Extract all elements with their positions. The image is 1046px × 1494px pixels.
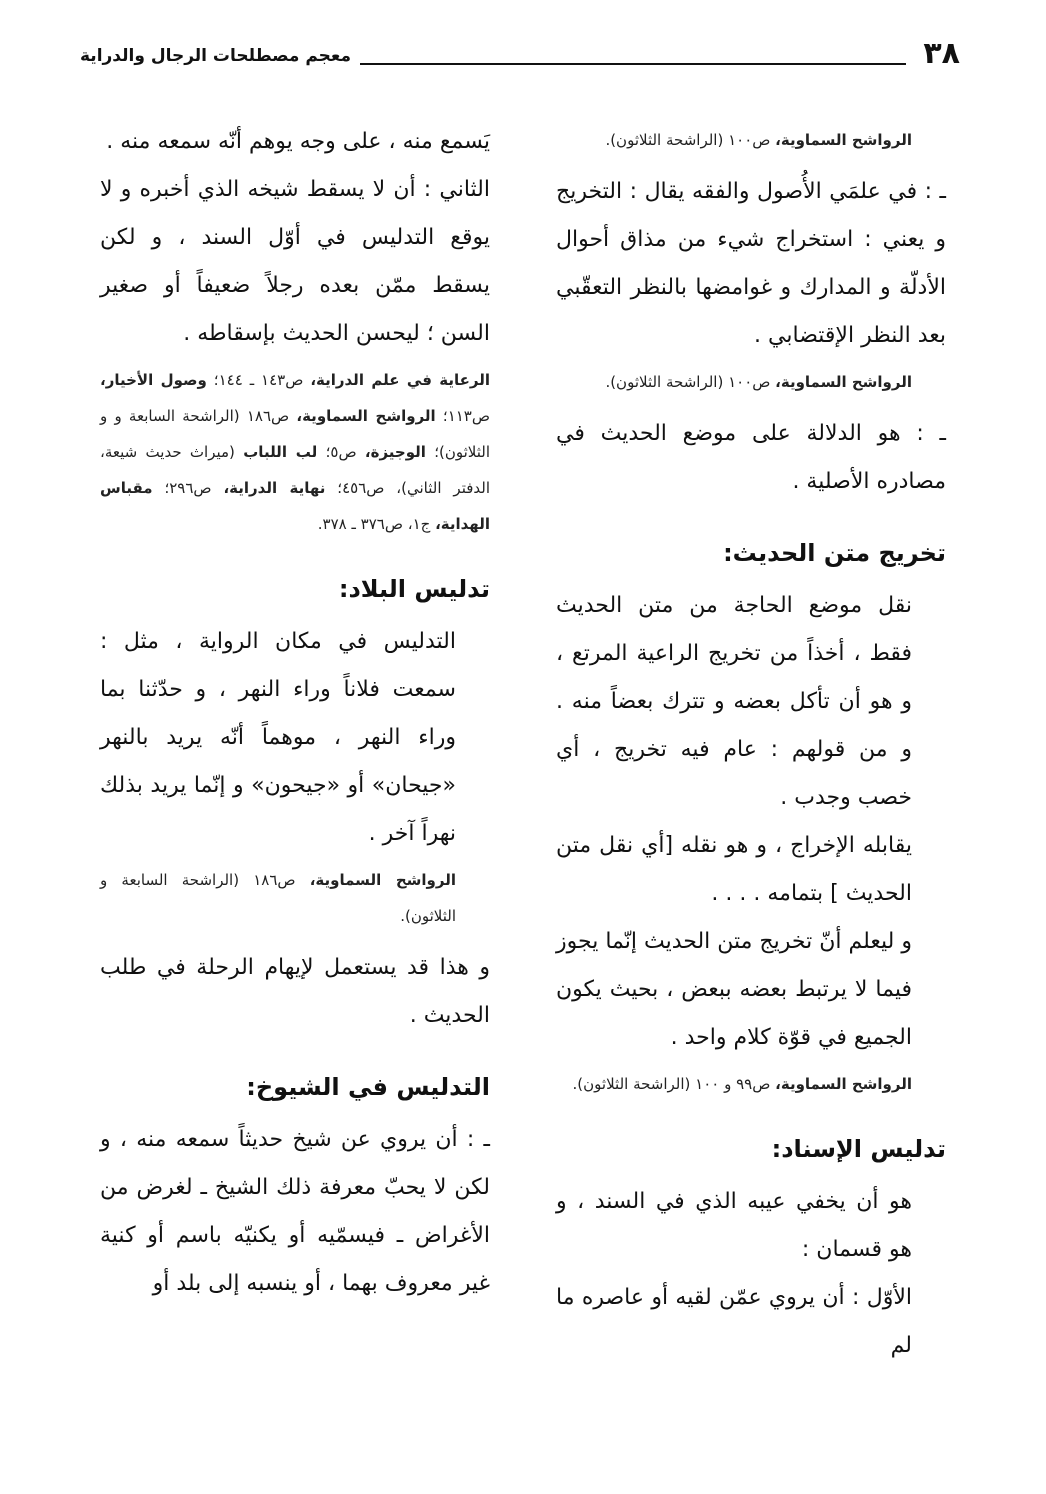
definition-paragraph: هو أن يخفي عيبه الذي في السند ، و هو قسمان : xyxy=(556,1189,912,1262)
right-column xyxy=(556,118,946,1370)
definition-paragraph: و هذا قد يستعمل لإيهام الرحلة في طلب الحديث . xyxy=(100,955,490,1028)
page-header xyxy=(80,36,960,80)
definition-paragraph: ـ : في علمَي الأُصول والفقه يقال : التخريج و يعني : استخراج شيء من مذاق أحوال الأدلّة و المدارك و غوامضها بالنظر التعقّبي بعد النظر الإقتضابي . xyxy=(556,179,946,348)
reference-note: الرواشح السماوية، ص١٠٠ (الراشحة الثلاثون). xyxy=(605,131,912,149)
definition-paragraph: الأوّل : أن يروي عمّن لقيه أو عاصره ما لم xyxy=(556,1285,912,1358)
page-number: ٣٨ xyxy=(923,36,960,71)
term-heading: تخريج متن الحديث: xyxy=(723,539,946,567)
definition-paragraph: ـ : أن يروي عن شيخ حديثاً سمعه منه ، و لكن لا يحبّ معرفة ذلك الشيخ ـ لغرض من الأغراض ـ فيسمّيه أو يكنيّه باسم أو كنية غير معروف بهما ، أو ينسبه إلى بلد أو xyxy=(100,1127,490,1296)
definition-paragraph: نقل موضع الحاجة من متن الحديث فقط ، أخذاً من تخريج الراعية المرتع ، و هو أن تأكل بعضه و تترك بعضاً منه . و من قولهم : عام فيه تخريج ، أي خصب وجدب . xyxy=(556,593,912,810)
reference-note: الرواشح السماوية، ص٩٩ و ١٠٠ (الراشحة الثلاثون). xyxy=(572,1075,912,1093)
definition-paragraph: التدليس في مكان الرواية ، مثل : سمعت فلاناً وراء النهر ، و حدّثنا بما وراء النهر ، موهماً أنّه يريد بالنهر «جيحان» أو «جيحون» و إنّما يريد بذلك نهراً آخر . xyxy=(100,629,456,846)
definition-paragraph: و ليعلم أنّ تخريج متن الحديث إنّما يجوز فيما لا يرتبط بعضه ببعض ، بحيث يكون الجميع في قوّة كلام واحد . xyxy=(556,929,912,1050)
definition-paragraph: ـ : هو الدلالة على موضع الحديث في مصادره الأصلية . xyxy=(556,421,946,494)
left-column xyxy=(100,118,490,1308)
term-heading: تدليس الإسناد: xyxy=(771,1135,946,1163)
reference-note: الرواشح السماوية، ص١٨٦ (الراشحة السابعة و الثلاثون). xyxy=(100,871,456,925)
definition-paragraph: يقابله الإخراج ، و هو نقله [أي نقل متن الحديث ] بتمامه . . . . xyxy=(556,833,912,906)
definition-paragraph: يَسمع منه ، على وجه يوهم أنّه سمعه منه . xyxy=(106,129,490,154)
reference-note: الرواشح السماوية، ص١٠٠ (الراشحة الثلاثون). xyxy=(605,373,912,391)
term-heading: التدليس في الشيوخ: xyxy=(246,1073,490,1101)
reference-note: الرعاية في علم الدراية، ص١٤٣ ـ ١٤٤؛ وصول الأخيار، ص١١٣؛ الرواشح السماوية، ص١٨٦ (الراشحة السابعة و و الثلاثون)؛ الوجيزة، ص٥؛ لب اللباب (ميراث حديث شيعة، الدفتر الثاني)، ص٤٥٦؛ نهاية الدراية، ص٢٩٦؛ مقباس الهداية، ج١، ص٣٧٦ ـ ٣٧٨. xyxy=(100,371,491,533)
definition-paragraph: الثاني : أن لا يسقط شيخه الذي أخبره و لا يوقع التدليس في أوّل السند ، و لكن يسقط ممّن بعده رجلاً ضعيفاً أو صغير السن ؛ ليحسن الحديث بإسقاطه . xyxy=(100,177,490,346)
running-title: معجم مصطلحات الرجال والدراية xyxy=(80,46,352,66)
term-heading: تدليس البلاد: xyxy=(338,575,490,603)
header-rule xyxy=(360,63,906,65)
